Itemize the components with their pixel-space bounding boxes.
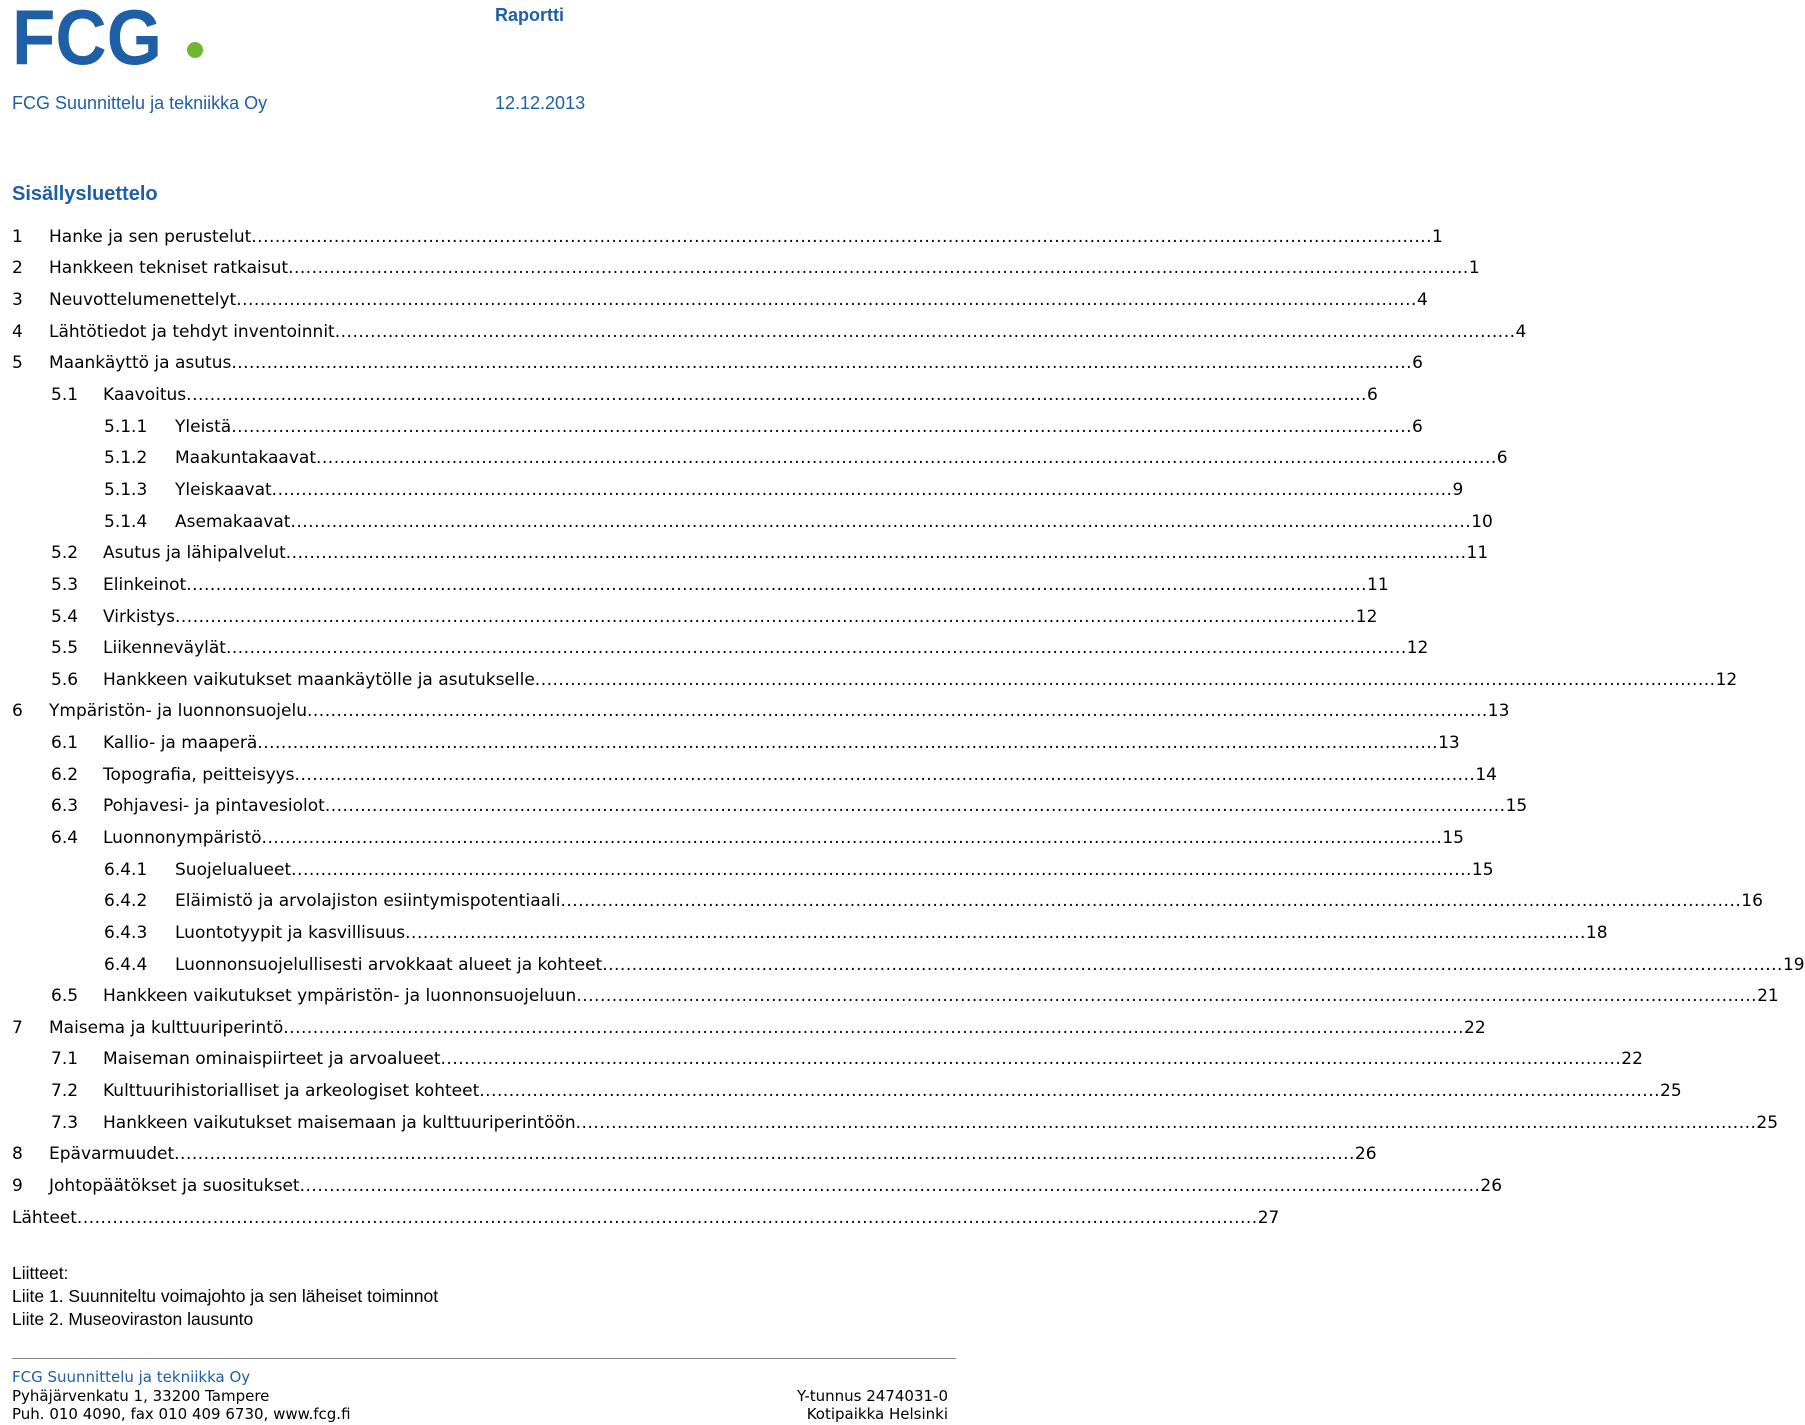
toc-entry-title: Neuvottelumenettelyt [49,290,237,311]
toc-entry[interactable] [12,885,1763,917]
toc-entry-title: Virkistys [103,606,175,627]
toc-entry[interactable] [12,1170,1503,1202]
toc-entry-page: 10 [1471,511,1493,532]
toc-entry-number: 5.1.4 [104,511,148,532]
footer-domicile: Kotipaikka Helsinki [806,1405,948,1423]
toc-entry-number: 5.1.1 [104,416,148,437]
toc-entry-number: 6.2 [51,764,79,785]
toc-entry-number: 9 [12,1176,23,1197]
toc-entry-number: 7 [12,1017,23,1038]
toc-entry-title: Hankkeen vaikutukset maisemaan ja kulttuuriperintöön [103,1112,576,1133]
toc-leader-dots: ........................................................................................................................................................................................................ [288,258,1469,279]
toc-entry-title: Maankäyttö ja asutus [49,353,232,374]
header-company: FCG Suunnittelu ja tekniikka Oy [12,93,268,113]
toc-entry-page: 6 [1412,416,1423,437]
toc-entry-page: 14 [1475,764,1497,785]
footer-business-id: Y-tunnus 2474031-0 [796,1387,948,1405]
toc-entry-page: 26 [1354,1144,1377,1165]
toc-leader-dots: ........................................................................................................................................................................................................ [251,226,1433,247]
toc-entry-title: Asutus ja lähipalvelut [103,543,286,564]
logo-dot [187,42,203,58]
toc-leader-dots: ........................................................................................................................................................................................................ [479,1081,1660,1102]
toc-entry-number: 7.2 [51,1081,79,1102]
report-label: Raportti [495,5,564,25]
fcg-logo [12,0,202,81]
toc-entry[interactable] [12,601,1378,633]
toc-entry-page: 12 [1355,606,1378,627]
toc-entry-title: Hankkeen vaikutukset maankäytölle ja asutukselle [103,669,535,690]
toc-leader-dots: ........................................................................................................................................................................................................ [261,827,1443,848]
toc-entry[interactable] [12,759,1497,791]
toc-entry-number: 6.1 [51,733,79,754]
toc-entry-page: 11 [1367,574,1389,595]
toc-entry-page: 18 [1585,922,1608,943]
toc-entry-page: 12 [1406,638,1429,659]
toc-leader-dots: ........................................................................................................................................................................................................ [575,1112,1757,1133]
attachment-item: Liite 1. Suunniteltu voimajohto ja sen läheiset toiminnot [12,1286,439,1306]
toc-entry[interactable] [12,284,1428,316]
toc-entry-page: 13 [1487,701,1510,722]
toc-entry-page: 12 [1715,669,1738,690]
toc-entry-page: 19 [1782,954,1805,975]
toc-entry-title: Hanke ja sen perustelut [49,226,252,247]
toc-leader-dots: ........................................................................................................................................................................................................ [290,511,1472,532]
toc-entry-number: 5.1.2 [104,448,148,469]
logo-text: FCG [12,0,162,81]
toc-leader-dots: ........................................................................................................................................................................................................ [257,733,1439,754]
toc-entry-page: 22 [1464,1017,1486,1038]
footer-address: Pyhäjärvenkatu 1, 33200 Tampere [12,1387,270,1405]
toc-entry-title: Ympäristön- ja luonnonsuojelu [49,701,307,722]
toc-entry-title: Maiseman ominaispiirteet ja arvoalueet [103,1049,441,1070]
toc-entry-title: Elinkeinot [103,574,187,595]
toc-entry-page: 21 [1757,986,1779,1007]
toc-entry-title: Kulttuurihistorialliset ja arkeologiset kohteet [103,1081,480,1102]
toc-leader-dots: ........................................................................................................................................................................................................ [76,1207,1258,1228]
toc-entry-number: 6.4.1 [104,859,148,880]
toc-entry-page: 27 [1257,1207,1280,1228]
toc-leader-dots: ........................................................................................................................................................................................................ [324,796,1506,817]
toc-entry-page: 6 [1496,448,1508,469]
toc-entry-title: Yleistä [175,416,232,437]
toc-leader-dots: ........................................................................................................................................................................................................ [294,764,1476,785]
toc-entry-number: 5.6 [51,669,79,690]
toc-leader-dots: ........................................................................................................................................................................................................ [186,385,1367,406]
toc-leader-dots: ........................................................................................................................................................................................................ [315,448,1497,469]
toc-entry-page: 13 [1438,733,1460,754]
toc-entry[interactable] [12,1107,1779,1139]
toc-entry[interactable] [12,537,1489,569]
attachment-item: Liite 2. Museoviraston lausunto [12,1309,254,1329]
toc-entry-page: 11 [1466,543,1489,564]
toc-entry-title: Asemakaavat [175,511,291,532]
toc-entry[interactable] [12,696,1510,728]
footer-phone: Puh. 010 4090, fax 010 409 6730, www.fcg.fi [12,1405,351,1423]
toc-leader-dots: ........................................................................................................................................................................................................ [576,986,1758,1007]
toc-entry-number: 6.3 [51,796,79,817]
toc-entry[interactable] [12,474,1464,506]
toc-entry-number: 5.1 [51,385,79,406]
toc-entry-number: 5.2 [51,543,79,564]
toc-entry-page: 26 [1480,1176,1503,1197]
toc-entry-number: 5.3 [51,574,79,595]
toc-entry-title: Lähteet [12,1207,77,1228]
toc-leader-dots: ........................................................................................................................................................................................................ [534,669,1716,690]
toc-entry-title: Eläimistö ja arvolajiston esiintymispotentiaali [175,891,561,912]
toc-entry-page: 15 [1442,827,1464,848]
toc-leader-dots: ........................................................................................................................................................................................................ [231,416,1412,437]
toc-leader-dots: ........................................................................................................................................................................................................ [306,701,1488,722]
toc-leader-dots: ........................................................................................................................................................................................................ [440,1049,1622,1070]
toc-entry[interactable] [12,980,1779,1012]
toc-entry-page: 4 [1515,321,1527,342]
toc-entry[interactable] [12,1139,1377,1171]
toc-entry-number: 4 [12,321,23,342]
toc-leader-dots: ........................................................................................................................................................................................................ [334,321,1516,342]
toc-entry-number: 6.4.3 [104,922,148,943]
toc-entry[interactable] [12,253,1480,285]
toc-entry-number: 7.1 [51,1049,79,1070]
attachments-heading: Liitteet: [12,1263,69,1283]
toc-title: Sisällysluettelo [12,183,158,205]
toc-leader-dots: ........................................................................................................................................................................................................ [291,859,1472,880]
toc-entry-title: Lähtötiedot ja tehdyt inventoinnit [49,321,335,342]
toc-entry[interactable] [12,379,1378,411]
header-date: 12.12.2013 [495,93,586,113]
footer-divider [12,1358,956,1359]
toc-entry[interactable] [12,854,1494,886]
toc-leader-dots: ........................................................................................................................................................................................................ [299,1176,1481,1197]
toc-entry[interactable] [12,1075,1682,1107]
toc-leader-dots: ........................................................................................................................................................................................................ [283,1017,1465,1038]
toc-leader-dots: ........................................................................................................................................................................................................ [186,574,1367,595]
toc-entry[interactable] [12,442,1508,474]
toc-entry-number: 5.5 [51,638,79,659]
toc-entry[interactable] [12,949,1805,981]
toc-entry[interactable] [12,316,1527,348]
toc-entry-title: Maakuntakaavat [175,448,316,469]
toc-entry[interactable] [12,917,1608,949]
toc-entry-page: 15 [1505,796,1528,817]
toc-entry[interactable] [12,1012,1486,1044]
toc-entry-title: Hankkeen tekniset ratkaisut [49,258,289,279]
toc-entry-number: 8 [12,1144,23,1165]
toc-entry-title: Suojelualueet [175,859,292,880]
toc-entry[interactable] [12,1202,1280,1234]
toc-leader-dots: ........................................................................................................................................................................................................ [236,290,1417,311]
toc-entry[interactable] [12,348,1423,380]
table-of-contents [12,221,1805,1234]
toc-entry-title: Hankkeen vaikutukset ympäristön- ja luonnonsuojeluun [103,986,577,1007]
toc-entry-title: Luonnonympäristö [103,827,262,848]
toc-leader-dots: ........................................................................................................................................................................................................ [225,638,1407,659]
toc-leader-dots: ........................................................................................................................................................................................................ [560,891,1742,912]
attachments [12,1262,438,1331]
toc-entry-number: 6.4.4 [104,954,148,975]
toc-entry-number: 6.4.2 [104,891,148,912]
toc-entry-page: 16 [1741,891,1763,912]
toc-entry-number: 3 [12,290,23,311]
toc-entry-number: 6.5 [51,986,79,1007]
toc-entry-number: 6.4 [51,827,79,848]
toc-entry[interactable] [12,632,1429,664]
toc-entry-title: Luontotyypit ja kasvillisuus [175,922,406,943]
toc-entry-page: 22 [1621,1049,1643,1070]
toc-entry[interactable] [12,569,1389,601]
footer-company: FCG Suunnittelu ja tekniikka Oy [12,1368,251,1386]
toc-entry-title: Maisema ja kulttuuriperintö [49,1017,284,1038]
toc-leader-dots: ........................................................................................................................................................................................................ [271,479,1453,500]
toc-leader-dots: ........................................................................................................................................................................................................ [602,954,1783,975]
toc-leader-dots: ........................................................................................................................................................................................................ [285,543,1467,564]
toc-entry[interactable] [12,506,1493,538]
toc-entry-title: Kaavoitus [103,385,187,406]
toc-entry-page: 1 [1432,226,1443,247]
toc-entry-page: 1 [1468,258,1480,279]
toc-entry-number: 7.3 [51,1112,79,1133]
toc-entry-page: 4 [1416,290,1428,311]
toc-entry[interactable] [12,822,1464,854]
toc-entry[interactable] [12,727,1460,759]
toc-entry-page: 9 [1452,479,1464,500]
toc-entry[interactable] [12,791,1528,823]
toc-entry-page: 6 [1412,353,1423,374]
toc-entry-page: 6 [1366,385,1378,406]
toc-entry-page: 25 [1660,1081,1682,1102]
toc-entry-number: 6 [12,701,23,722]
toc-entry-number: 5 [12,353,23,374]
toc-entry-title: Epävarmuudet [49,1144,175,1165]
toc-entry-number: 5.1.3 [104,479,148,500]
toc-entry[interactable] [12,411,1423,443]
toc-entry-title: Luonnonsuojelullisesti arvokkaat alueet ja kohteet [175,954,603,975]
toc-entry-number: 1 [12,226,23,247]
toc-entry-title: Liikenneväylät [103,638,226,659]
toc-leader-dots: ........................................................................................................................................................................................................ [174,606,1356,627]
toc-leader-dots: ........................................................................................................................................................................................................ [405,922,1586,943]
toc-entry-number: 5.4 [51,606,79,627]
toc-entry[interactable] [12,1044,1643,1076]
toc-entry-title: Topografia, peitteisyys [103,764,295,785]
toc-entry[interactable] [12,221,1443,253]
toc-entry-number: 2 [12,258,23,279]
toc-leader-dots: ........................................................................................................................................................................................................ [174,1144,1355,1165]
toc-entry[interactable] [12,664,1738,696]
toc-leader-dots: ........................................................................................................................................................................................................ [231,353,1413,374]
toc-entry-title: Yleiskaavat [175,479,272,500]
toc-entry-title: Johtopäätökset ja suositukset [49,1176,300,1197]
toc-entry-page: 25 [1756,1112,1779,1133]
toc-entry-page: 15 [1471,859,1494,880]
toc-entry-title: Pohjavesi- ja pintavesiolot [103,796,325,817]
toc-entry-title: Kallio- ja maaperä [103,733,258,754]
